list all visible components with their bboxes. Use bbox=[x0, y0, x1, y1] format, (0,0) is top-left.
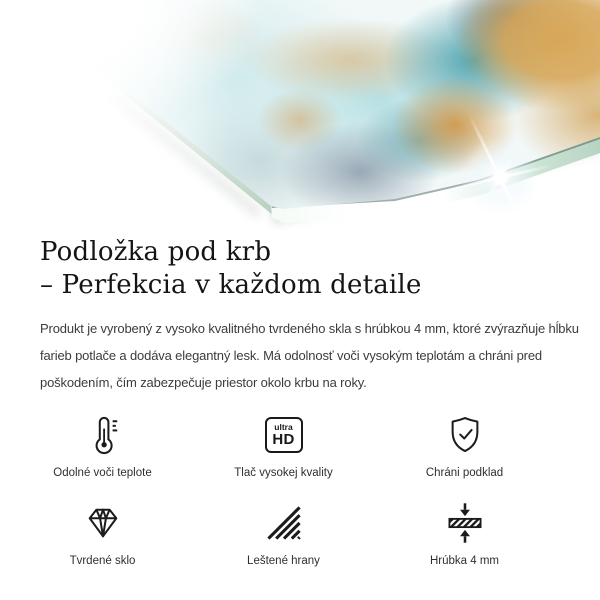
product-info-section bbox=[0, 236, 600, 567]
product-hero-image bbox=[0, 0, 600, 230]
page-title bbox=[40, 236, 560, 302]
title-line-1: Podložka pod krb bbox=[40, 237, 272, 267]
thermometer-icon bbox=[81, 412, 125, 458]
ultra-hd-text-top: ultra bbox=[274, 421, 293, 432]
feature-label: Leštené hrany bbox=[247, 555, 320, 567]
polished-edges-icon bbox=[262, 500, 306, 546]
feature-thickness bbox=[374, 500, 555, 567]
feature-label: Hrúbka 4 mm bbox=[429, 555, 500, 567]
thickness-icon bbox=[443, 500, 487, 546]
feature-tempered-glass bbox=[12, 500, 193, 567]
feature-polished-edges bbox=[193, 500, 374, 567]
feature-print-quality bbox=[193, 412, 374, 479]
flare-core bbox=[491, 168, 509, 186]
feature-protects-surface bbox=[374, 412, 555, 479]
feature-label: Tvrdené sklo bbox=[69, 555, 136, 567]
shield-check-icon bbox=[443, 412, 487, 458]
ultra-hd-icon bbox=[265, 412, 303, 458]
feature-heat-resistant bbox=[12, 412, 193, 479]
feature-label: Chráni podklad bbox=[425, 467, 504, 479]
feature-label: Tlač vysokej kvality bbox=[234, 467, 333, 479]
diamond-icon bbox=[81, 500, 125, 546]
title-line-2: – Perfekcia v každom detaile bbox=[40, 270, 422, 300]
product-description: Produkt je vyrobený z vysoko kvalitného tvrdeného skla s hrúbkou 4 mm, ktoré zvýrazňuje hĺbku farieb potlače a dodáva elegantný lesk. Má odolnosť voči vysokým teplotám a chráni pred poškodením, čím zabezpečuje priestor okolo krbu na roky. bbox=[40, 321, 579, 390]
feature-grid bbox=[12, 412, 560, 567]
feature-label: Odolné voči teplote bbox=[53, 467, 152, 479]
ultra-hd-text-bottom: HD bbox=[272, 431, 295, 449]
